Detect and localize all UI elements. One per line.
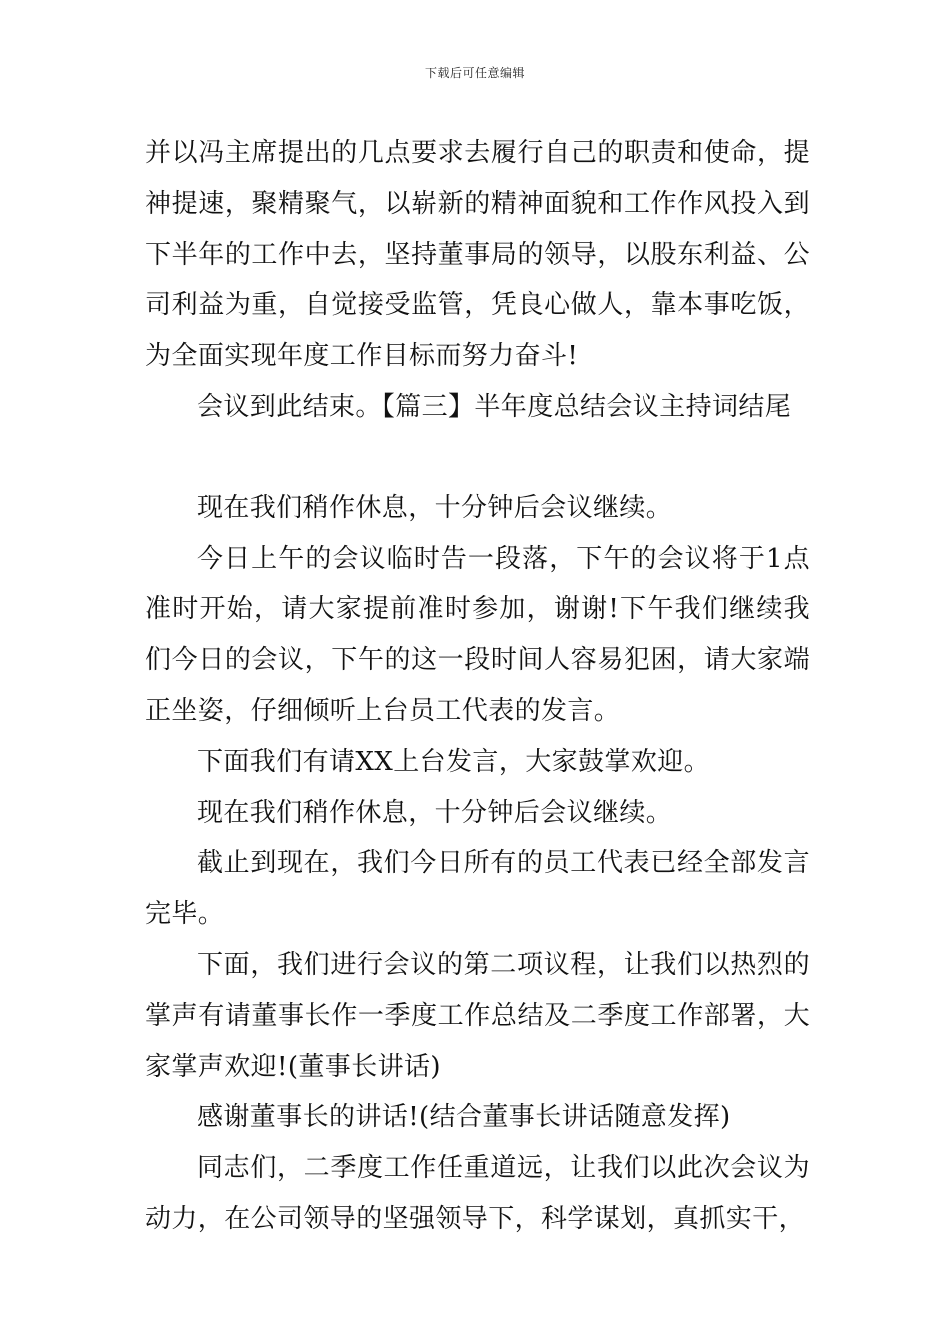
paragraph: 截止到现在，我们今日所有的员工代表已经全部发言完毕。: [145, 848, 810, 930]
paragraph: 现在我们稍作休息，十分钟后会议继续。: [197, 492, 673, 523]
paragraph: 下面，我们进行会议的第二项议程，让我们以热烈的掌声有请董事长作一季度工作总结及二季度工作部署，大家掌声欢迎!(董事长讲话): [145, 949, 810, 1082]
paragraph: 下面我们有请XX上台发言，大家鼓掌欢迎。: [197, 746, 711, 777]
page-header: 下载后可任意编辑: [424, 66, 525, 80]
blank-line: [145, 433, 810, 483]
paragraph: 今日上午的会议临时告一段落，下午的会议将于1点准时开始，请大家提前准时参加，谢谢!下午我们继续我们今日的会议，下午的这一段时间人容易犯困，请大家端正坐姿，仔细倾听上台员工代表的发言。: [145, 543, 810, 726]
paragraph: 会议到此结束。【篇三】半年度总结会议主持词结尾: [197, 391, 792, 422]
paragraph: 感谢董事长的讲话!(结合董事长讲话随意发挥): [197, 1102, 731, 1133]
document-body: [145, 128, 810, 1245]
paragraph: 现在我们稍作休息，十分钟后会议继续。: [197, 797, 673, 828]
paragraph: 并以冯主席提出的几点要求去履行自己的职责和使命，提神提速，聚精聚气，以崭新的精神面貌和工作作风投入到下半年的工作中去，坚持董事局的领导，以股东利益、公司利益为重，自觉接受监管，凭良心做人，靠本事吃饭，为全面实现年度工作目标而努力奋斗!: [145, 138, 810, 372]
paragraph: 同志们，二季度工作任重道远，让我们以此次会议为动力，在公司领导的坚强领导下，科学谋划，真抓实干，: [145, 1153, 810, 1234]
